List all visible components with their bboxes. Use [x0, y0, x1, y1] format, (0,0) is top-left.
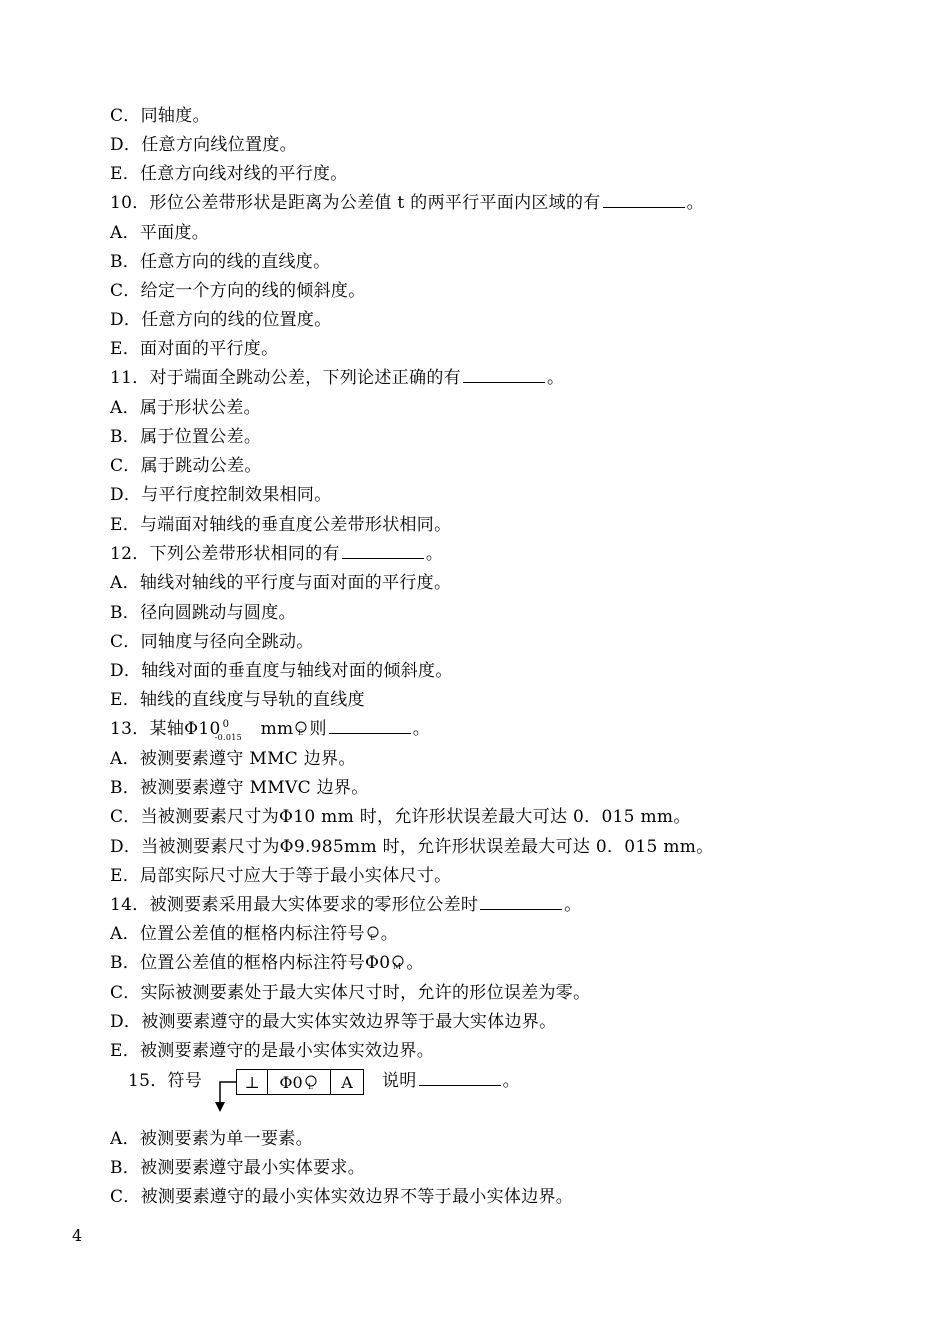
question-text: 13．某轴Φ10 [110, 719, 221, 739]
option-line: A．平面度。 [110, 223, 210, 243]
option-line: B．被测要素遵守 MMVC 边界。 [110, 778, 369, 798]
option-line: C．给定一个方向的线的倾斜度。 [110, 281, 366, 301]
svg-text:E: E [298, 729, 304, 736]
period: 。 [412, 719, 431, 739]
question-text: 10．形位公差带形状是距离为公差值 t 的两平行平面内区域的有 [110, 193, 601, 213]
option-line: C．被测要素遵守的最小实体实效边界不等于最小实体边界。 [110, 1187, 574, 1207]
explain-text: 说明 [382, 1071, 417, 1091]
datum-cell: A [341, 1072, 353, 1092]
question-12 [110, 543, 443, 565]
option-text: A．位置公差值的框格内标注符号 [110, 924, 365, 944]
option-line: C．当被测要素尺寸为Φ10 mm 时，允许形状误差最大可达 0．015 mm。 [110, 807, 691, 827]
option-line: B．被测要素遵守最小实体要求。 [110, 1158, 365, 1178]
answer-blank[interactable] [603, 192, 685, 208]
option-line: C．同轴度。 [110, 106, 210, 126]
question-10 [110, 192, 704, 214]
question-11 [110, 367, 564, 389]
option-line: A．被测要素为单一要素。 [110, 1129, 313, 1149]
tolerance-frame [236, 1069, 364, 1095]
period: 。 [425, 544, 444, 564]
option-line: E．任意方向线对线的平行度。 [110, 164, 348, 184]
page-number: 4 [72, 1226, 83, 1245]
envelope-circle-e-icon [365, 925, 381, 941]
option-line: C．同轴度与径向全跳动。 [110, 632, 314, 652]
period: 。 [406, 953, 424, 973]
period: 。 [502, 1071, 520, 1091]
option-line: D．任意方向线位置度。 [110, 135, 297, 155]
option-line: A．属于形状公差。 [110, 398, 261, 418]
option-line: A．轴线对轴线的平行度与面对面的平行度。 [110, 573, 452, 593]
option-line: A．被测要素遵守 MMC 边界。 [110, 749, 356, 769]
option-line: B．任意方向的线的直线度。 [110, 252, 331, 272]
upper-deviation: 0 [222, 719, 230, 730]
option-line: E．与端面对轴线的垂直度公差带形状相同。 [110, 515, 452, 535]
question-13 [110, 718, 430, 740]
question-text: 14．被测要素采用最大实体要求的零形位公差时 [110, 895, 479, 915]
option-line: B．属于位置公差。 [110, 427, 262, 447]
option-line: E．轴线的直线度与导轨的直线度 [110, 690, 365, 710]
tolerance-value-cell [268, 1070, 331, 1094]
period: 。 [380, 924, 399, 944]
envelope-circle-l-icon [303, 1074, 319, 1090]
option-line: D．与平行度控制效果相同。 [110, 485, 332, 505]
option-line [110, 952, 424, 974]
envelope-circle-e-icon [293, 720, 309, 736]
option-line: D．被测要素遵守的最大实体实效边界等于最大实体边界。 [110, 1012, 557, 1032]
option-line: D．当被测要素尺寸为Φ9.985mm 时，允许形状误差最大可达 0．015 mm。 [110, 837, 714, 857]
option-line: B．径向圆跳动与圆度。 [110, 603, 296, 623]
period: 。 [564, 895, 582, 915]
option-text: B．位置公差值的框格内标注符号Φ0 [110, 953, 391, 973]
period: 。 [546, 368, 565, 388]
option-line: C．属于跳动公差。 [110, 456, 262, 476]
option-line: E．局部实际尺寸应大于等于最小实体尺寸。 [110, 866, 452, 886]
perpendicularity-symbol: ⊥ [237, 1070, 268, 1094]
lower-deviation: -0.015 [214, 733, 243, 742]
period: 。 [686, 193, 704, 213]
answer-blank[interactable] [480, 894, 562, 910]
question-14 [110, 894, 582, 916]
option-line: C．实际被测要素处于最大实体尺寸时，允许的形位误差为零。 [110, 983, 591, 1003]
svg-text:L: L [307, 1083, 313, 1090]
mmc-circle-m-icon [390, 954, 406, 970]
question-15-tail [382, 1070, 520, 1092]
svg-text:M: M [393, 962, 402, 970]
option-line: D．任意方向的线的位置度。 [110, 310, 332, 330]
option-line [110, 923, 398, 945]
tolerance-deviation [214, 718, 261, 742]
option-line: E．面对面的平行度。 [110, 339, 279, 359]
then-text: 则 [309, 719, 327, 739]
question-15-label: 15．符号 [128, 1071, 203, 1091]
unit-text: mm [260, 719, 294, 739]
tolerance-value: Φ0 [279, 1072, 303, 1092]
svg-text:E: E [369, 934, 376, 941]
answer-blank[interactable] [342, 543, 424, 559]
option-line: D．轴线对面的垂直度与轴线对面的倾斜度。 [110, 661, 453, 681]
option-line: E．被测要素遵守的是最小实体实效边界。 [110, 1041, 435, 1061]
question-text: 12．下列公差带形状相同的有 [110, 544, 340, 564]
answer-blank[interactable] [329, 718, 411, 734]
answer-blank[interactable] [419, 1070, 501, 1086]
answer-blank[interactable] [463, 367, 545, 383]
question-text: 11．对于端面全跳动公差，下列论述正确的有 [110, 368, 461, 388]
